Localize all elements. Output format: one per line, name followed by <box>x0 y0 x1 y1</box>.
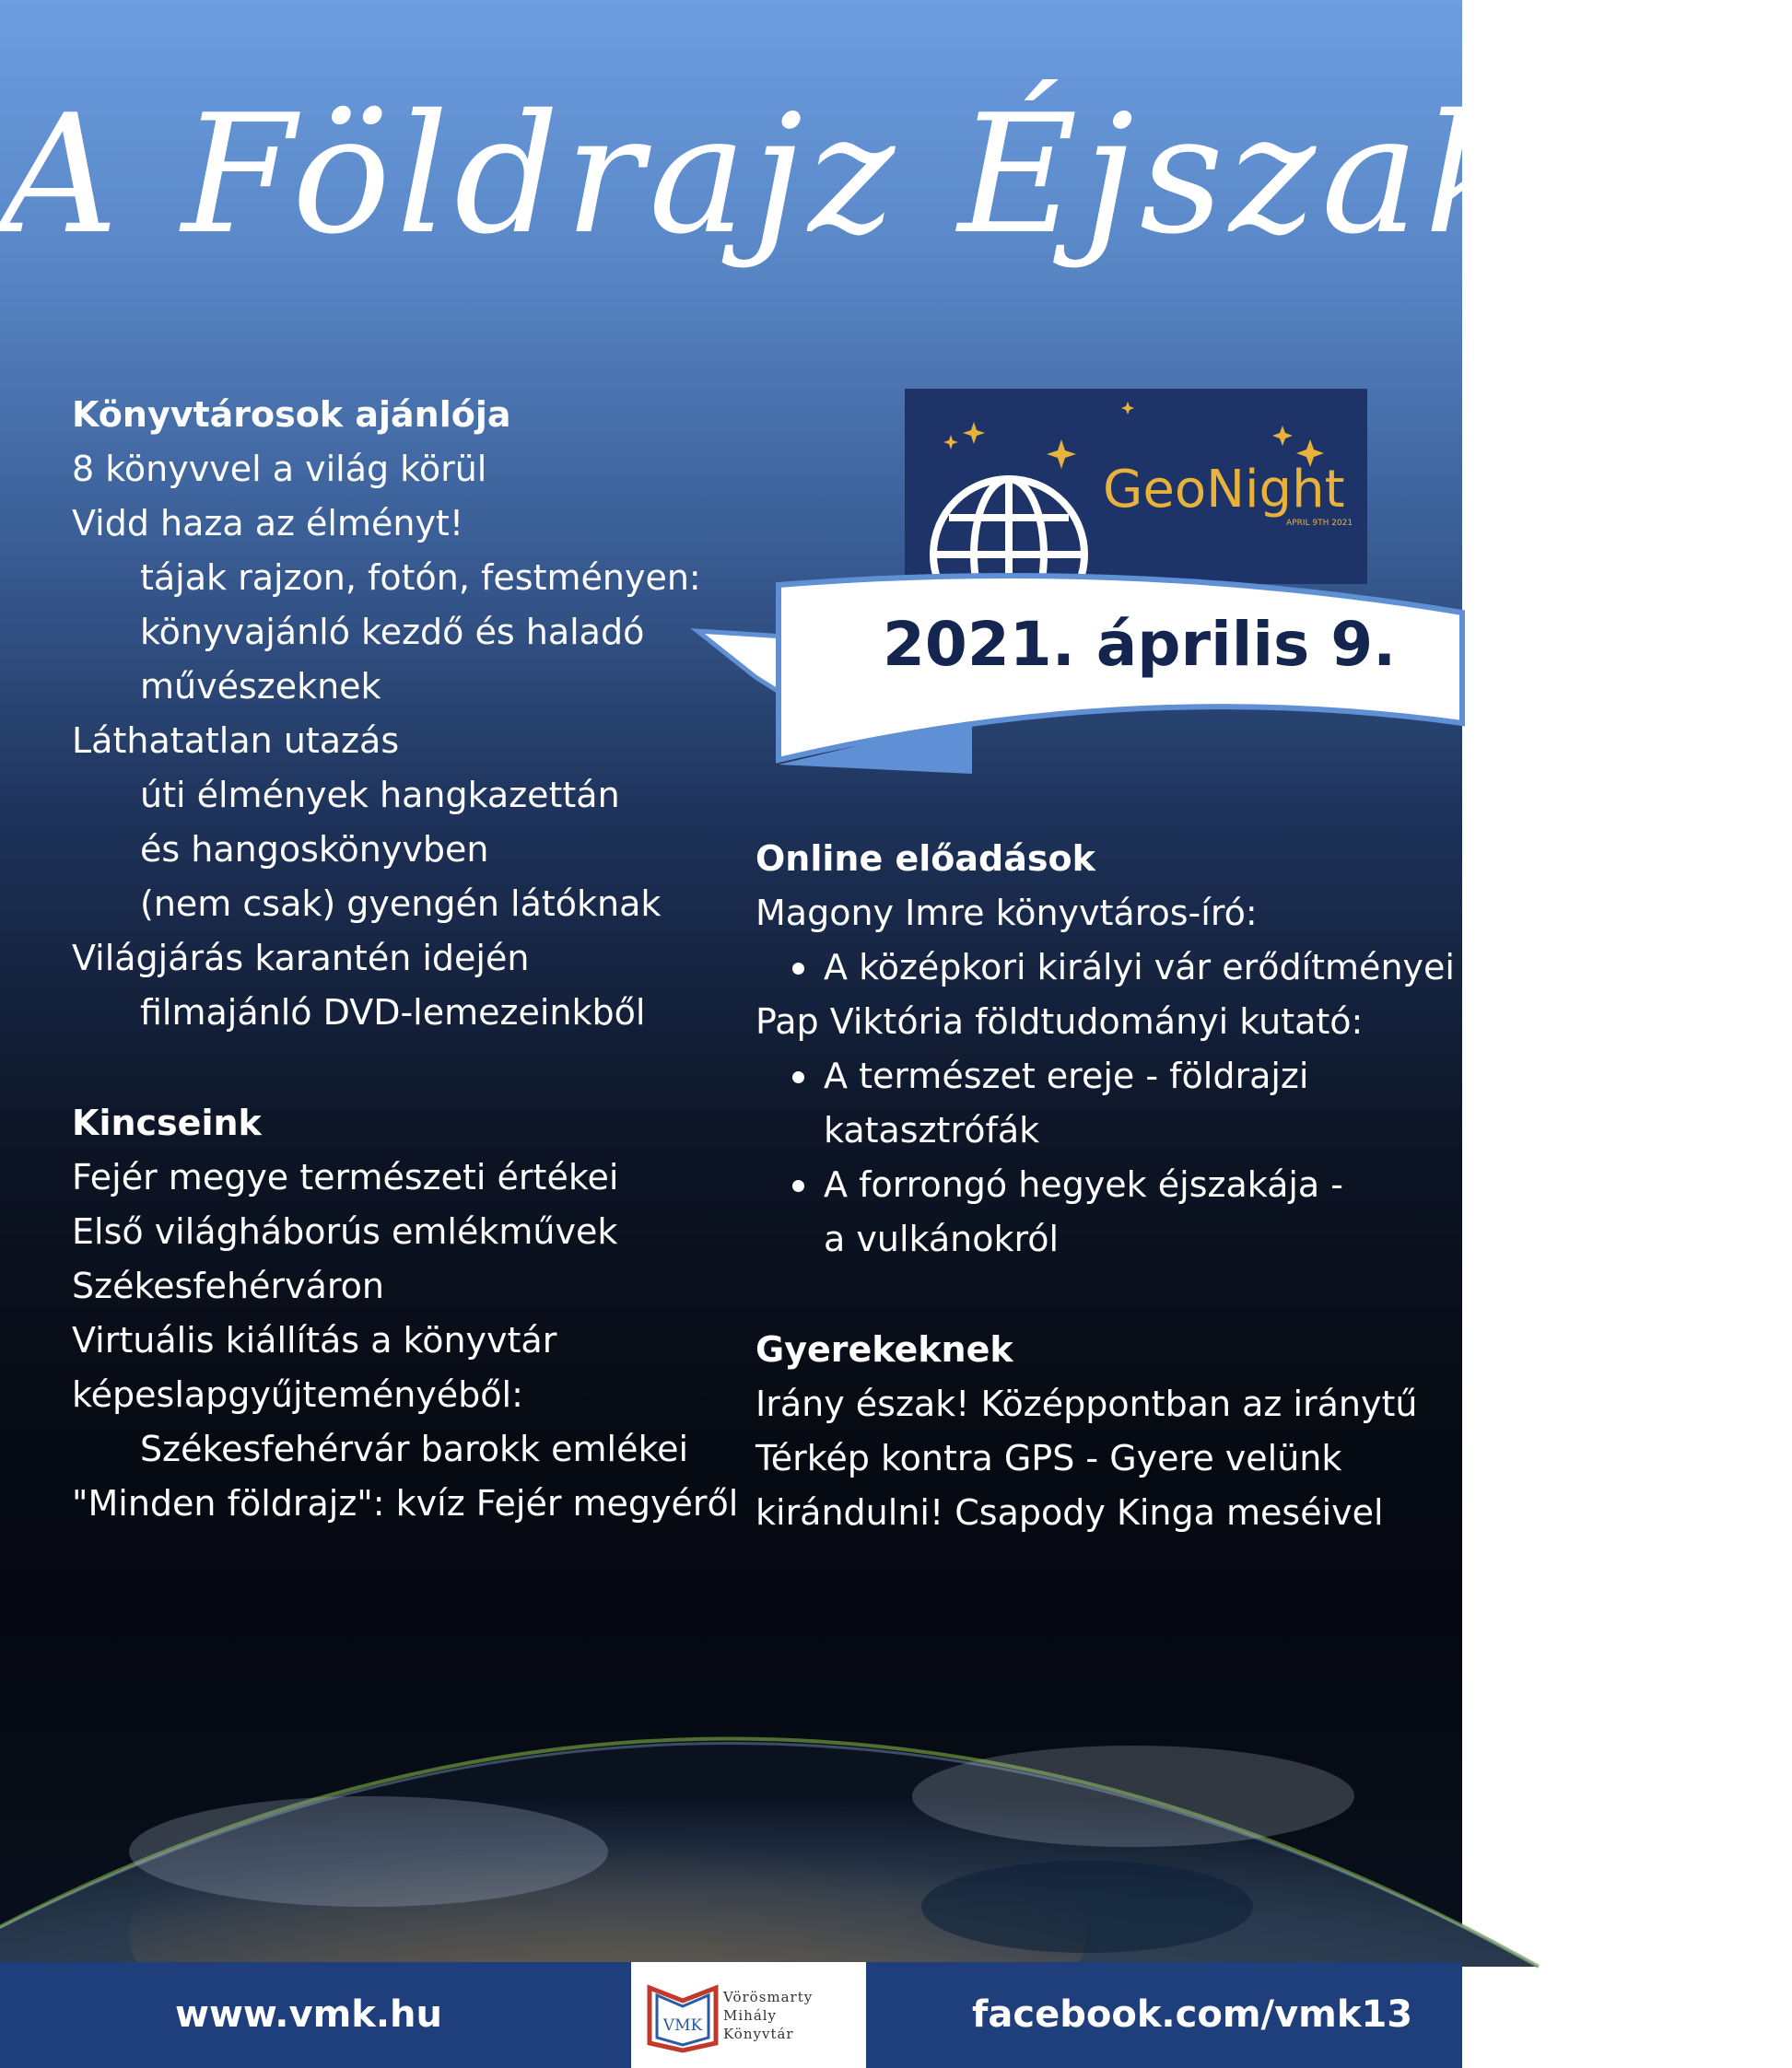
event-date: 2021. április 9. <box>883 609 1397 680</box>
library-name-line1: Vörösmarty <box>723 1989 814 2005</box>
lecturer-name: Pap Viktória földtudományi kutató: <box>755 1001 1364 1042</box>
treasures-item: képeslapgyűjteményéből: <box>72 1374 523 1415</box>
online-lectures-list <box>755 886 1456 1267</box>
lecture-title <box>755 1158 1456 1212</box>
lecture-title-text: A középkori királyi vár erődítményei <box>824 947 1455 987</box>
treasures-item: Fejér megye természeti értékei <box>72 1157 619 1198</box>
heading-librarians-picks: Könyvtárosok ajánlója <box>72 394 511 435</box>
lecture-title <box>755 1104 1456 1158</box>
lecture-title-text: a vulkánokról <box>824 1219 1060 1259</box>
lecture-title <box>755 941 1456 995</box>
geonight-label: GeoNight <box>1103 460 1345 520</box>
facebook-link[interactable]: facebook.com/vmk13 <box>972 1993 1413 2036</box>
spacer <box>755 1267 1456 1322</box>
bullet-icon <box>792 1071 804 1083</box>
for-kids-list <box>755 1377 1456 1540</box>
treasures-item: Székesfehérvár barokk emlékei <box>140 1429 689 1469</box>
earth-horizon-image <box>0 1548 1462 1967</box>
bullet-icon <box>792 1180 804 1192</box>
library-logo <box>631 1962 866 2068</box>
lecture-title-text: A forrongó hegyek éjszakája - <box>824 1164 1343 1205</box>
globe-icon <box>921 464 1096 584</box>
right-column <box>755 831 1456 1540</box>
logo-initials: VMK <box>662 2016 703 2035</box>
kids-program-line: kirándulni! Csapody Kinga meséivel <box>755 1492 1384 1533</box>
library-name-line2: Mihály <box>723 2007 778 2024</box>
lecture-title-text: katasztrófák <box>824 1110 1040 1151</box>
website-link[interactable]: www.vmk.hu <box>175 1993 442 2036</box>
heading-treasures: Kincseink <box>72 1103 262 1143</box>
librarians-picks-item: tájak rajzon, fotón, festményen: <box>140 557 701 598</box>
geonight-date-small: APRIL 9TH 2021 <box>1286 519 1353 528</box>
librarians-picks-item: Láthatatlan utazás <box>72 720 400 761</box>
librarians-picks-item: művészeknek <box>140 666 381 707</box>
librarians-picks-item: úti élmények hangkazettán <box>140 775 620 815</box>
geonight-badge <box>905 389 1367 584</box>
librarians-picks-item: 8 könyvvel a világ körül <box>72 449 487 489</box>
left-column <box>72 387 739 1531</box>
librarians-picks-list <box>72 442 717 1040</box>
bullet-icon <box>792 963 804 975</box>
lecture-title <box>755 1049 1456 1104</box>
kids-program-line: Térkép kontra GPS - Gyere velünk <box>755 1438 1342 1478</box>
lecture-title-text: A természet ereje - földrajzi <box>824 1056 1309 1096</box>
treasures-item: Székesfehérváron <box>72 1266 385 1306</box>
treasures-list <box>72 1151 739 1531</box>
treasures-item: Első világháborús emlékművek <box>72 1211 618 1252</box>
heading-online-lectures: Online előadások <box>755 838 1095 879</box>
lecturer-name: Magony Imre könyvtáros-író: <box>755 893 1258 933</box>
poster-title: A Földrajz Éjszakája <box>0 79 1792 270</box>
heading-for-kids: Gyerekeknek <box>755 1329 1013 1370</box>
librarians-picks-item: könyvajánló kezdő és haladó <box>140 612 645 652</box>
librarians-picks-item: filmajánló DVD-lemezeinkből <box>140 992 646 1033</box>
librarians-picks-item: és hangoskönyvben <box>140 829 489 870</box>
kids-program-line: Irány észak! Középpontban az iránytű <box>755 1384 1418 1424</box>
librarians-picks-item: (nem csak) gyengén látóknak <box>140 883 662 924</box>
librarians-picks-item: Világjárás karantén idején <box>72 938 530 978</box>
lecture-title <box>755 1212 1456 1267</box>
treasures-item: Virtuális kiállítás a könyvtár <box>72 1320 557 1361</box>
treasures-item: "Minden földrajz": kvíz Fejér megyéről <box>72 1483 739 1524</box>
librarians-picks-item: Vidd haza az élményt! <box>72 503 464 543</box>
library-name-line3: Könyvtár <box>723 2026 794 2042</box>
spacer <box>72 1040 717 1095</box>
library-logo-icon <box>644 1979 721 2052</box>
library-name <box>723 1988 813 2043</box>
